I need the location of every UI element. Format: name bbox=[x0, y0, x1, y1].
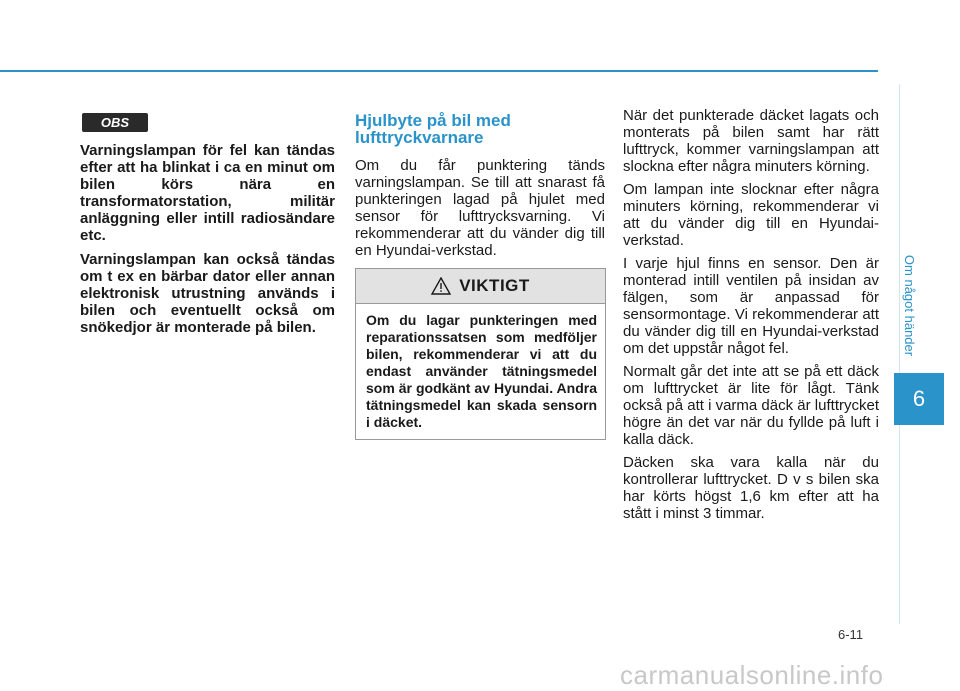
watermark: carmanualsonline.info bbox=[620, 660, 884, 690]
body-paragraph-1: När det punkterade däcket lagats och monterats på bilen samt har rätt lufttryck, kommer varningslampan att slockna efter några minuters körning. bbox=[623, 107, 879, 175]
column-right bbox=[623, 107, 879, 528]
note-paragraph-2: Varningslampan kan också tändas om t ex en bärbar dator eller annan elektronisk utrustning används i bilen och eventuellt också om snökedjor är monterade på bilen. bbox=[80, 251, 335, 336]
body-paragraph-2: Om lampan inte slocknar efter några minuters körning, rekommenderar vi att du vänder dig till en Hyundai-verkstad. bbox=[623, 181, 879, 249]
header-rule bbox=[0, 70, 878, 72]
obs-badge: OBS bbox=[82, 113, 148, 132]
warning-box bbox=[355, 268, 606, 440]
page-number: 6-11 bbox=[838, 627, 864, 642]
column-middle bbox=[355, 112, 605, 440]
body-paragraph-5: Däcken ska vara kalla när du kontrollerar lufttrycket. D v s bilen ska har körts högst 1,6 km efter att ha stått i minst 3 timmar. bbox=[623, 454, 879, 522]
warning-text: Om du lagar punkteringen med reparationssatsen som medföljer bilen, rekommenderar vi att du endast använder tätningsmedel som är godkänt av Hyundai. Andra tätningsmedel kan skada sensorn i däcket. bbox=[366, 312, 597, 430]
section-tab bbox=[898, 250, 922, 360]
intro-paragraph: Om du får punktering tänds varningslampan. Se till att snarast få punkteringen lagad på hjulet med sensor för lufttrycksvarning. Vi rekommenderar att du vänder dig till en Hyundai-verkstad. bbox=[355, 157, 605, 259]
section-heading: Hjulbyte på bil med lufttryckvarnare bbox=[355, 111, 511, 147]
column-left bbox=[80, 113, 335, 336]
warning-header bbox=[356, 269, 605, 304]
warning-title: VIKTIGT bbox=[459, 276, 530, 295]
warning-triangle-icon bbox=[431, 277, 451, 295]
note-paragraph-1: Varningslampan för fel kan tändas efter att ha blinkat i ca en minut om bilen körs nära en transformatorstation, militär anläggning eller intill radiosändare etc. bbox=[80, 142, 335, 244]
body-paragraph-3: I varje hjul finns en sensor. Den är monterad intill ventilen på insidan av fälgen, som är anpassad för sensormontage. Vi rekommenderar att du vänder dig till en Hyundai-verkstad om det uppstår något fel. bbox=[623, 255, 879, 357]
chapter-number: 6 bbox=[894, 373, 944, 425]
section-tab-label: Om något händer bbox=[902, 254, 918, 356]
body-paragraph-4: Normalt går det inte att se på ett däck om lufttrycket är lite för lågt. Tänk också på att i varma däck är lufttrycket högre än det var när du fyllde på luft i kalla däck. bbox=[623, 363, 879, 448]
